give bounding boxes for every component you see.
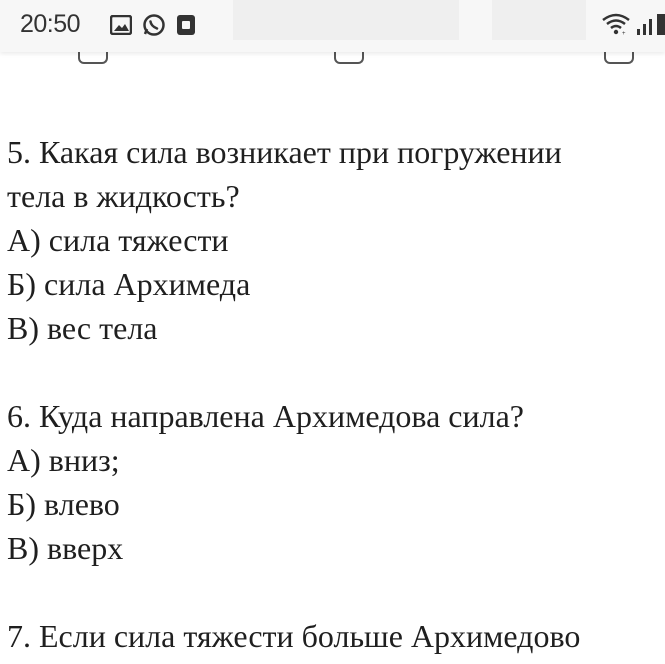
- answer-option: А) вниз;: [7, 442, 120, 478]
- svg-text:+: +: [622, 31, 626, 36]
- question-text: 7. Если сила тяжести больше Архимедово: [7, 618, 581, 654]
- status-icons-right: [601, 12, 665, 36]
- status-bar-notification-area-2: [492, 0, 586, 40]
- question-text: 5. Какая сила возникает при погружении: [7, 134, 562, 170]
- question-block: [7, 394, 580, 570]
- status-bar: [0, 0, 665, 52]
- spacer: [7, 350, 580, 394]
- wifi-icon: [601, 12, 631, 36]
- image-icon: [110, 15, 132, 35]
- answer-option: Б) сила Архимеда: [7, 266, 251, 302]
- whatsapp-icon: [142, 13, 166, 37]
- status-bar-notification-area: [233, 0, 459, 40]
- status-time: 20:50: [20, 10, 81, 38]
- answer-option: В) вверх: [7, 530, 124, 566]
- question-block: [7, 614, 580, 658]
- answer-option: А) сила тяжести: [7, 222, 229, 258]
- spacer: [7, 570, 580, 614]
- status-icons-left: [110, 13, 196, 37]
- question-text: 6. Куда направлена Архимедова сила?: [7, 398, 524, 434]
- question-block: [7, 130, 580, 350]
- question-text: тела в жидкость?: [7, 178, 240, 214]
- app-icon: [176, 14, 196, 36]
- quiz-content: [7, 130, 580, 658]
- answer-option: Б) влево: [7, 486, 120, 522]
- signal-icon: [635, 12, 665, 36]
- answer-option: В) вес тела: [7, 310, 158, 346]
